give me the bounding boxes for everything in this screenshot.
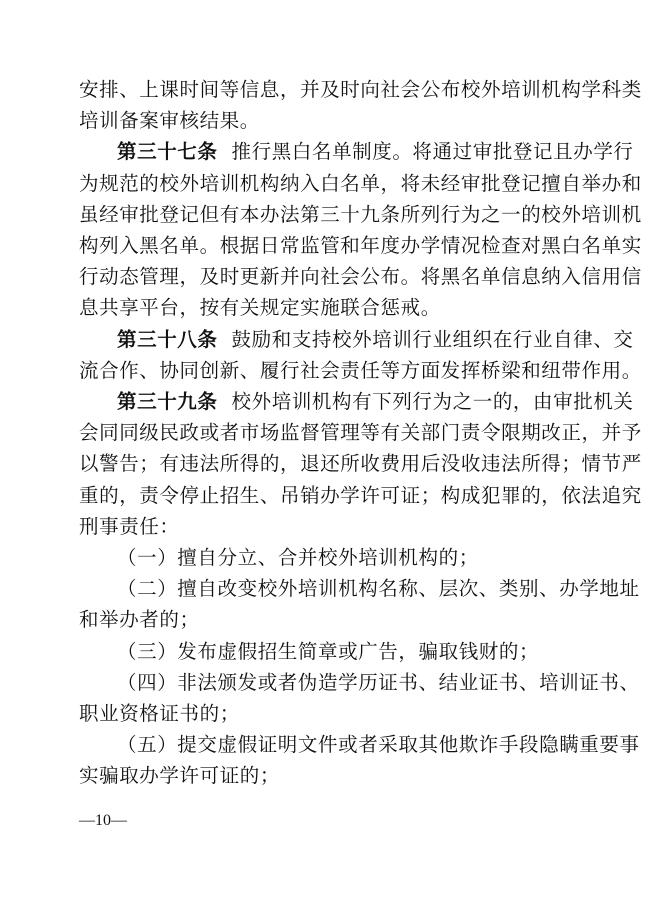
article-37-first-line	[79, 136, 634, 167]
text-line: 职业资格证书的；	[79, 702, 240, 726]
text-line: 息共享平台，按有关规定实施联合惩戒。	[79, 296, 441, 320]
article-heading: 第三十九条	[117, 390, 218, 414]
article-text: 鼓励和支持校外培训行业组织在行业自律、交	[231, 327, 634, 351]
text-line: 行动态管理，及时更新并向社会公布。将黑名单信息纳入信用信	[79, 265, 642, 289]
text-line: 虽经审批登记但有本办法第三十九条所列行为之一的校外培训机	[79, 202, 642, 226]
text-line: 流合作、协同创新、履行社会责任等方面发挥桥梁和纽带作用。	[79, 358, 642, 382]
article-heading: 第三十八条	[117, 327, 218, 351]
text-line: 为规范的校外培训机构纳入白名单，将未经审批登记擅自举办和	[79, 171, 642, 195]
text-line: 实骗取办学许可证的；	[79, 764, 281, 788]
list-item: （五）提交虚假证明文件或者采取其他欺诈手段隐瞒重要事	[117, 733, 640, 757]
text-line: 培训备案审核结果。	[79, 109, 260, 133]
text-line: 重的，责令停止招生、吊销办学许可证；构成犯罪的，依法追究	[79, 483, 642, 507]
list-item: （四）非法颁发或者伪造学历证书、结业证书、培训证书、	[117, 670, 640, 694]
text-line: 构列入黑名单。根据日常监管和年度办学情况检查对黑白名单实	[79, 234, 642, 258]
document-body	[79, 74, 642, 792]
list-item: （一）擅自分立、合并校外培训机构的；	[117, 546, 479, 570]
text-line: 刑事责任：	[79, 514, 180, 538]
article-text: 校外培训机构有下列行为之一的，由审批机关	[231, 390, 634, 414]
article-heading: 第三十七条	[117, 140, 218, 164]
text-line: 和举办者的；	[79, 608, 200, 632]
list-item: （三）发布虚假招生简章或广告，骗取钱财的；	[117, 639, 540, 663]
article-text: 推行黑白名单制度。将通过审批登记且办学行	[231, 140, 634, 164]
text-line: 会同同级民政或者市场监督管理等有关部门责令限期改正，并予	[79, 421, 642, 445]
article-38-first-line	[79, 324, 634, 355]
article-39-first-line	[79, 386, 634, 417]
text-line: 安排、上课时间等信息，并及时向社会公布校外培训机构学科类	[79, 78, 642, 101]
list-item: （二）擅自改变校外培训机构名称、层次、类别、办学地址	[117, 577, 640, 601]
page-number: —10—	[79, 812, 127, 829]
text-line: 以警告；有违法所得的，退还所收费用后没收违法所得；情节严	[79, 452, 642, 476]
